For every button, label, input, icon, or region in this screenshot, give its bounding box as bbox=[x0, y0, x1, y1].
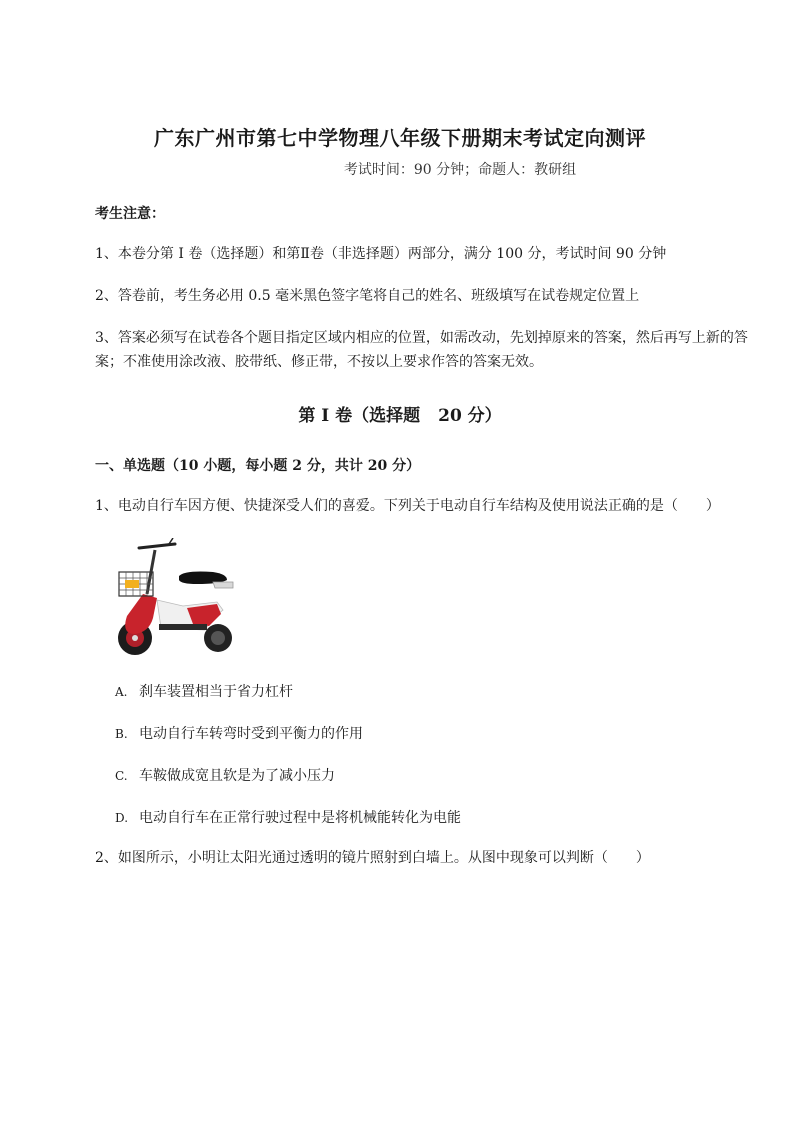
question-2-text: 2、如图所示，小明让太阳光通过透明的镜片照射到白墙上。从图中现象可以判断（ ） bbox=[95, 850, 650, 866]
option-text: 电动自行车转弯时受到平衡力的作用 bbox=[139, 726, 363, 742]
electric-scooter-image bbox=[113, 538, 243, 660]
option-b[interactable] bbox=[115, 723, 363, 743]
section-title-label: 第 I 卷（选择题 bbox=[298, 406, 421, 426]
option-letter: D. bbox=[115, 811, 129, 825]
subsection-title: 一、单选题（10 小题，每小题 2 分，共计 20 分） bbox=[95, 458, 421, 474]
option-text: 车鞍做成宽且软是为了减小压力 bbox=[139, 768, 335, 784]
option-letter: C. bbox=[115, 769, 128, 783]
page-title: 广东广州市第七中学物理八年级下册期末考试定向测评 bbox=[154, 126, 646, 150]
option-c[interactable] bbox=[115, 765, 335, 785]
option-letter: B. bbox=[115, 727, 128, 741]
notice-item: 2、答卷前，考生务必用 0.5 毫米黑色签字笔将自己的姓名、班级填写在试卷规定位置上 bbox=[95, 288, 640, 304]
section-score: 20 分） bbox=[438, 406, 502, 426]
section-title bbox=[0, 401, 800, 426]
notice-item: 1、本卷分第 I 卷（选择题）和第Ⅱ卷（非选择题）两部分，满分 100 分，考试时间 90 分钟 bbox=[95, 246, 667, 262]
option-text: 电动自行车在正常行驶过程中是将机械能转化为电能 bbox=[139, 810, 461, 826]
option-text: 刹车装置相当于省力杠杆 bbox=[139, 684, 293, 700]
notice-heading: 考生注意： bbox=[95, 206, 165, 222]
question-1-text: 1、电动自行车因方便、快捷深受人们的喜爱。下列关于电动自行车结构及使用说法正确的是（ ） bbox=[95, 498, 720, 514]
exam-info: 考试时间：90 分钟；命题人：教研组 bbox=[343, 162, 577, 178]
notice-item: 3、答案必须写在试卷各个题目指定区域内相应的位置，如需改动，先划掉原来的答案，然后再写上新的答案；不准使用涂改液、胶带纸、修正带，不按以上要求作答的答案无效。 bbox=[95, 330, 748, 370]
option-a[interactable] bbox=[115, 681, 293, 701]
option-letter: A. bbox=[115, 685, 128, 699]
option-d[interactable] bbox=[115, 807, 461, 827]
